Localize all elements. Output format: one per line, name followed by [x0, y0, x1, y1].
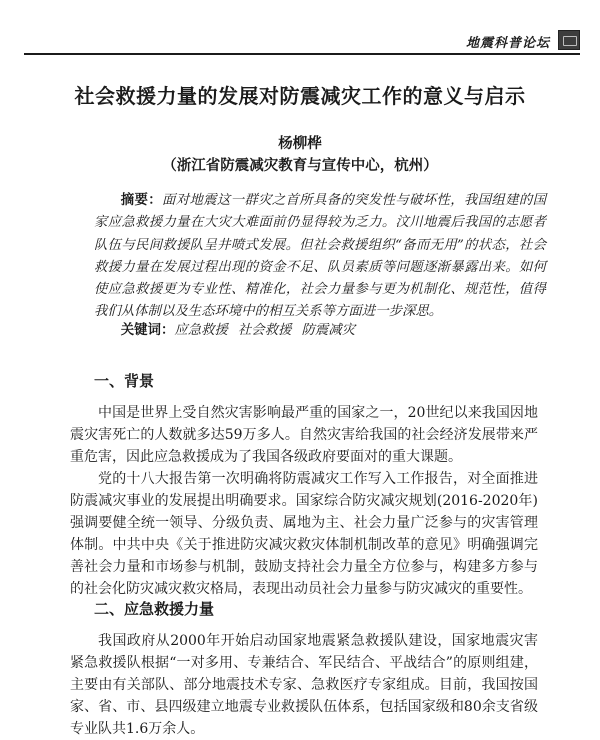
- keyword-item: 社会救援: [237, 323, 292, 338]
- abstract-text: 面对地震这一群灾之首所具备的突发性与破坏性，我国组建的国家应急救援力量在大灾大难面前仍显得较为乏力。汶川地震后我国的志愿者队伍与民间救援队呈井喷式发展。但社会救援组织“备而无用”的状态，社会救援力量在发展过程出现的资金不足、队员素质等问题逐渐暴露出来。如何使应急救援更为专业性、精准化，社会力量参与更为机制化、规范性，值得我们从体制以及生态环境中的相互关系等方面进一步深思。: [94, 193, 547, 320]
- abstract-label: 摘要：: [120, 193, 162, 208]
- running-header: [24, 32, 580, 52]
- keywords: [94, 320, 546, 342]
- body-paragraph: 中国是世界上受自然灾害影响最严重的国家之一，20世纪以来我国因地震灾害死亡的人数就多达59万多人。自然灾害给我国的社会经济发展带来严重危害，因此应急救援成为了我国各级政府要面对的重大课题。: [70, 405, 538, 465]
- body-paragraph: 我国政府从2000年开始启动国家地震紧急救援队建设，国家地震灾害紧急救援队根据“一对多用、专兼结合、军民结合、平战结合”的原则组建，主要由有关部队、部分地震技术专家、急救医疗专家组成。目前，我国按国家、省、市、县四级建立地震专业救援队伍体系，包括国家级和80余支省级专业队共1.6万余人。: [70, 633, 538, 737]
- section-heading-background: 一、背景: [94, 372, 155, 390]
- keyword-item: 应急救援: [174, 323, 228, 338]
- book-icon: [558, 30, 580, 50]
- body-paragraph: 党的十八大报告第一次明确将防震减灾工作写入工作报告，对全面推进防震减灾事业的发展提出明确要求。国家综合防灾减灾规划(2016-2020年)强调要健全统一领导、分级负责、属地为主、社会力量广泛参与的灾害管理体制。中共中央《关于推进防灾减灾救灾体制机制改革的意见》明确强调完善社会力量和市场参与机制，鼓励支持社会力量全方位参与，构建多方参与的社会化防灾减灾救灾格局，表现出动员社会力量参与防灾减灾的重要性。: [70, 471, 538, 597]
- abstract: [94, 190, 546, 324]
- article-title: 社会救援力量的发展对防震减灾工作的意义与启示: [74, 84, 526, 108]
- section-heading-rescue-forces: 二、应急救援力量: [94, 600, 215, 618]
- header-rule: [24, 53, 580, 55]
- keywords-label: 关键词：: [120, 323, 175, 338]
- article-author: 杨柳桦: [278, 136, 322, 152]
- author-affiliation: （浙江省防震减灾教育与宣传中心，杭州）: [162, 158, 438, 174]
- journal-section-label: 地震科普论坛: [465, 36, 550, 51]
- keyword-item: 防震减灾: [301, 323, 356, 338]
